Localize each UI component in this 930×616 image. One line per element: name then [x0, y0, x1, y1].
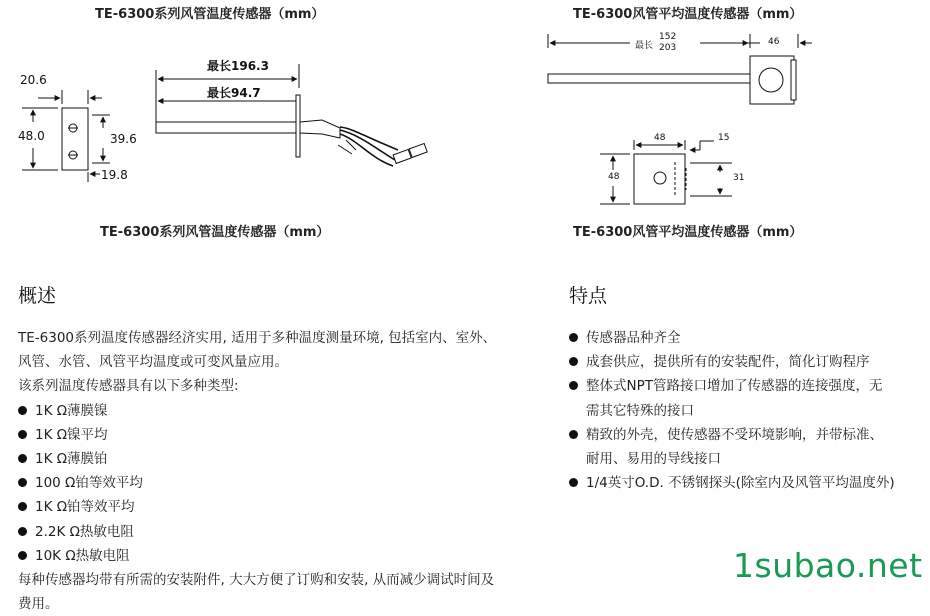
dim-label: 152: [659, 32, 677, 42]
feature-text: 精致的外壳，使传感器不受环境影响，并带标准、: [586, 426, 883, 443]
list-item-text: 2.2K Ω热敏电阻: [35, 523, 134, 540]
dim-label: 最长: [635, 41, 654, 51]
diagram-caption: TE-6300风管平均温度传感器（mm）: [573, 225, 803, 240]
overview-body: [18, 326, 558, 616]
dim-label: 48: [608, 172, 620, 182]
dim-label: 39.6: [110, 132, 137, 146]
list-item-text: 1K Ω镍平均: [35, 426, 108, 443]
feature-text: 成套供应，提供所有的安装配件，简化订购程序: [586, 354, 870, 371]
dim-label: 31: [733, 173, 745, 183]
feature-item: [569, 326, 924, 350]
list-item: [18, 544, 558, 568]
list-item: [18, 447, 558, 471]
dim-label: 20.6: [20, 73, 47, 87]
diagram-caption: TE-6300系列风管温度传感器（mm）: [100, 225, 330, 240]
feature-item: [569, 471, 924, 495]
bullet-icon: [569, 430, 578, 439]
dim-label: 48.0: [18, 129, 45, 143]
list-item-text: 1K Ω铂等效平均: [35, 499, 135, 516]
watermark-logo: 1subao.net: [733, 546, 923, 585]
dim-label: 203: [659, 43, 677, 53]
feature-item-continuation: 耐用、易用的导线接口: [586, 451, 721, 468]
dim-label: 最长94.7: [207, 86, 261, 100]
features-heading: 特点: [569, 285, 608, 307]
overview-heading: 概述: [18, 285, 57, 307]
list-item-text: 100 Ω铂等效平均: [35, 475, 143, 492]
paragraph-line: 该系列温度传感器具有以下多种类型:: [18, 378, 239, 395]
bullet-icon: [18, 478, 27, 487]
bullet-icon: [569, 478, 578, 487]
feature-text: 整体式NPT管路接口增加了传感器的连接强度，无: [586, 378, 883, 395]
list-item: [18, 471, 558, 495]
list-item: [18, 423, 558, 447]
diagram-caption: TE-6300风管平均温度传感器（mm）: [573, 7, 803, 22]
list-item: [18, 495, 558, 519]
features-list: [569, 326, 924, 495]
list-item-text: 10K Ω热敏电阻: [35, 547, 130, 564]
feature-text: 1/4英寸O.D. 不锈钢探头(除室内及风管平均温度外): [586, 475, 895, 492]
list-item-text: 1K Ω薄膜铂: [35, 451, 108, 468]
bullet-icon: [18, 406, 27, 415]
left-probe-side-view: [156, 64, 427, 166]
dim-label: 46: [768, 37, 780, 47]
dim-label: 19.8: [101, 168, 128, 182]
list-item: [18, 399, 558, 423]
list-item-text: 1K Ω薄膜镍: [35, 402, 108, 419]
bullet-icon: [18, 454, 27, 463]
dim-label: 最长196.3: [207, 59, 269, 73]
feature-item-continuation: 需其它特殊的接口: [586, 402, 694, 419]
bullet-icon: [569, 357, 578, 366]
paragraph-line: 风管、水管、风管平均温度或可变风量应用。: [18, 354, 288, 371]
paragraph-line: 每种传感器均带有所需的安装附件, 大大方便了订购和安装, 从而减少调试时间及: [18, 572, 495, 589]
bullet-icon: [18, 430, 27, 439]
feature-item: [569, 374, 924, 398]
paragraph-line: TE-6300系列温度传感器经济实用, 适用于多种温度测量环境, 包括室内、室外、: [18, 330, 497, 346]
feature-item: [569, 350, 924, 374]
bullet-icon: [569, 381, 578, 390]
bullet-icon: [18, 527, 27, 536]
dim-label: 48: [654, 133, 666, 143]
dim-label: 15: [718, 133, 730, 143]
paragraph-line: 费用。: [18, 596, 59, 613]
feature-item: [569, 423, 924, 447]
diagram-caption: TE-6300系列风管温度传感器（mm）: [95, 7, 325, 22]
bullet-icon: [569, 333, 578, 342]
feature-text: 传感器品种齐全: [586, 330, 681, 346]
right-front-view: [600, 140, 732, 204]
bullet-icon: [18, 551, 27, 560]
bullet-icon: [18, 502, 27, 511]
list-item: [18, 520, 558, 544]
